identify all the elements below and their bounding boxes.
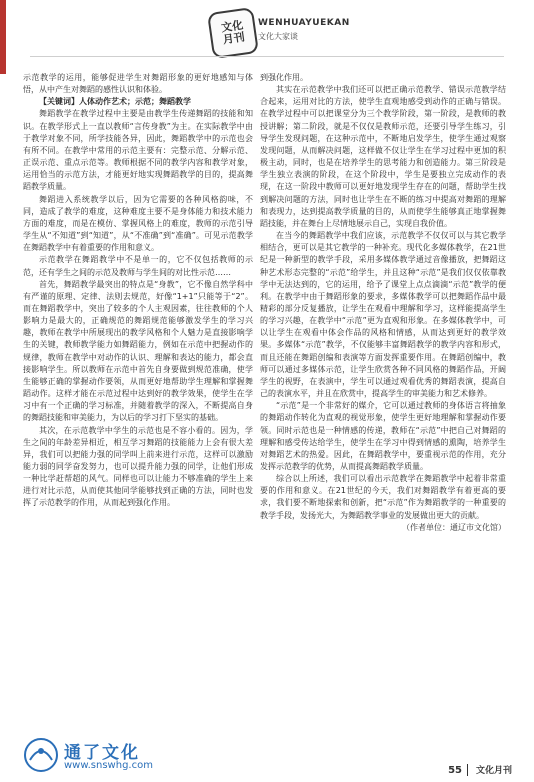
header-color-tab bbox=[0, 0, 6, 74]
page-number: 55 bbox=[448, 765, 462, 776]
left-column-paragraph: 示范教学的运用，能够促进学生对舞蹈形象的更好地感知与体悟，从中产生对舞蹈的感性认识和体验。 bbox=[23, 73, 253, 95]
header-brand: WENHUAYUEKAN bbox=[258, 18, 350, 28]
footer-divider bbox=[467, 764, 468, 776]
right-column-paragraph: 到强化作用。 bbox=[260, 73, 308, 82]
left-column-paragraph: 其次，在示范教学中学生的示范也是不容小看的。因为，学生之间的年龄差异相近，相互学习舞蹈的技能能力上会有很大差异，我们可以把能力强的同学叫上前来进行示范，这样可以激励能力弱的同学奋发努力，也可以提升能力强的同学，让他们形成一种比学赶帮超的风气。同样也可以让能力不够准确的学生上来进行对比示范，从而使其他同学能够找到正确的方法，同时也发挥了示范教学的作用，从而起到强化作用。 bbox=[23, 425, 253, 508]
watermark-url: www.snswhg.com bbox=[64, 760, 153, 771]
header-section: 文化大家谈 bbox=[258, 32, 298, 41]
right-column-paragraph: 在当今的舞蹈教学中我们应该，示范教学不仅仅可以与其它教学相结合，更可以是其它教学的一种补充。现代化多媒体教学，在21世纪是一种新型的教学手段，采用多媒体教学通过音像播放，把舞蹈这种艺术形态完整的“示范”给学生，并且这种“示范”是我们仅仅依靠教学中无法达到的，它的运用，给予了课堂上点点滴滴“示范”教学的便利。在教学中由于舞蹈形象的要求，多媒体教学可以把舞蹈作品中最精彩的部分反复播放，让学生在观看中理解和学习，这样能提高学生的学习兴趣，在教学中“示范”更为直观和形象。在多媒体教学中，可以让学生在观看中体会作品的风格和情感，从而达到更好的教学效果。多媒体“示范”教学，不仅能够丰富舞蹈教学的教学内容和形式，而且还能在舞蹈创编和表演等方面发挥重要作用。在舞蹈创编中，教师可以通过多媒体示范，让学生欣赏各种不同风格的舞蹈作品，开阔学生的视野，在表演中，学生可以通过观看优秀的舞蹈表演，提高自己的表演水平，并且在欣赏中，提高学生的审美能力和艺术修养。 bbox=[260, 231, 506, 399]
right-column-paragraph: 综合以上所述，我们可以看出示范教学在舞蹈教学中起着非常重要的作用和意义。在21世纪的今天，我们对舞蹈教学有着更高的要求，我们要不断地探索和创新，把“示范”作为舞蹈教学的一种重要的教学手段，发扬光大，为舞蹈教学事业的发展做出更大的贡献。 bbox=[260, 474, 506, 520]
footer-brand: 文化月刊 bbox=[475, 766, 512, 776]
right-column-paragraph: “示范”是一个非常好的媒介，它可以通过教师的身体语言将抽象的舞蹈动作转化为直观的视觉形象，使学生更好地理解和掌握动作要领。同时示范也是一种情感的传递，教师在“示范”中把自己对舞蹈的理解和感受传达给学生，使学生在学习中得到情感的熏陶，培养学生对舞蹈艺术的热爱。因此，在舞蹈教学中，要重视示范的作用，充分发挥示范教学的优势，从而提高舞蹈教学质量。 bbox=[260, 401, 506, 471]
logo-text: 文化 月刊 bbox=[220, 18, 246, 47]
left-column-paragraph: 舞蹈教学在教学过程中主要是由教学生传递舞蹈的技能和知识。在教学形式上一直以教师“言传身教”为主。在实际教学中由于教学对象不同，所学技能各异，因此，舞蹈教学中的示范也会有所不同。在教学中常用的示范主要有：完整示范、分解示范、正误示范、重点示范等。教师根据不同的教学内容和教学对象，运用恰当的示范方法，才能更好地实现舞蹈教学的目的，提高舞蹈教学质量。 bbox=[23, 109, 253, 192]
left-column-paragraph: 示范教学在舞蹈教学中不是单一的，它不仅包括教师的示范，还有学生之间的示范及教师与学生间的对比性示范…… bbox=[23, 255, 253, 277]
magazine-logo bbox=[207, 7, 259, 59]
header-rule bbox=[30, 56, 504, 57]
left-column bbox=[23, 72, 253, 510]
watermark-emblem-icon bbox=[22, 736, 60, 774]
left-column-paragraph: 【关键词】人体动作艺术；示范；舞蹈教学 bbox=[39, 97, 191, 107]
left-column-paragraph: 舞蹈进入系统教学以后，因为它需要的各种风格韵味，不同，造成了教学的难度，这种难度主要不是身体能力和技术能力方面的难度，而是在模仿、掌握风格上的难度，教师的示范引导学生从“不知道”到“知道”，从“不准确”到“准确”。可见示范教学在舞蹈教学中有着重要的作用和意义。 bbox=[23, 194, 253, 253]
watermark-title: 通了文化 bbox=[64, 743, 140, 763]
right-column-paragraph: （作者单位：通辽市文化馆） bbox=[402, 522, 506, 532]
watermark bbox=[22, 732, 182, 778]
right-column bbox=[260, 72, 506, 534]
left-column-paragraph: 首先，舞蹈教学最突出的特点是“身教”，它不像自然学科中有严谨的原理、定律、法则去规范，好像“1+1”只能等于“2”。而在舞蹈教学中，突出了较多的个人主观因素，往往教师的个人影响力是最大的，正确规范的舞蹈规范能够激发学生的学习兴趣，教师在教学中所展现出的教学风格和个人魅力是直接影响学生的关键，教师教学能力如舞蹈能力，例如在示范中把握动作的规律，教师在教学中对动作的认识、理解和表达的能力，都会直接影响学生。所以教师在示范中首先自身要做到规范准确，使学生能够正确的掌握动作要领，从而更好地帮助学生理解和掌握舞蹈动作。这样才能在示范过程中达到好的教学效果，使学生在学习中有一个正确的学习标准，并随着教学的深入，不断提高自身的舞蹈技能和审美能力，为以后的学习打下坚实的基础。 bbox=[23, 279, 253, 423]
right-column-paragraph: 其实在示范教学中我们还可以把正确示范教学、错误示范教学结合起来，运用对比的方法，使学生直观地感受到动作的正确与错误。在教学过程中可以把课堂分为三个教学阶段，第一阶段，是教师的教授讲解；第二阶段，就是不仅仅是教师示范，还要引导学生练习，引导学生发现问题，在这种示范中，不断地启发学生，使学生通过观察发现问题，从而解决问题，这样做不仅让学生在学习过程中更加的积极主动，同时，也是在培养学生的思考能力和创造能力。第三阶段是学生独立表演的阶段，在这个阶段中，学生是要独立完成动作的表现，在这一阶段中教师可以更好地发现学生存在的问题，帮助学生找到解决问题的方法，同时也让学生在不断的练习中提高对舞蹈的理解和表现力，达到提高教学质量的目的，从而使学生能够真正地掌握舞蹈技能，并在舞台上尽情地展示自己，实现自我价值。 bbox=[260, 85, 506, 228]
